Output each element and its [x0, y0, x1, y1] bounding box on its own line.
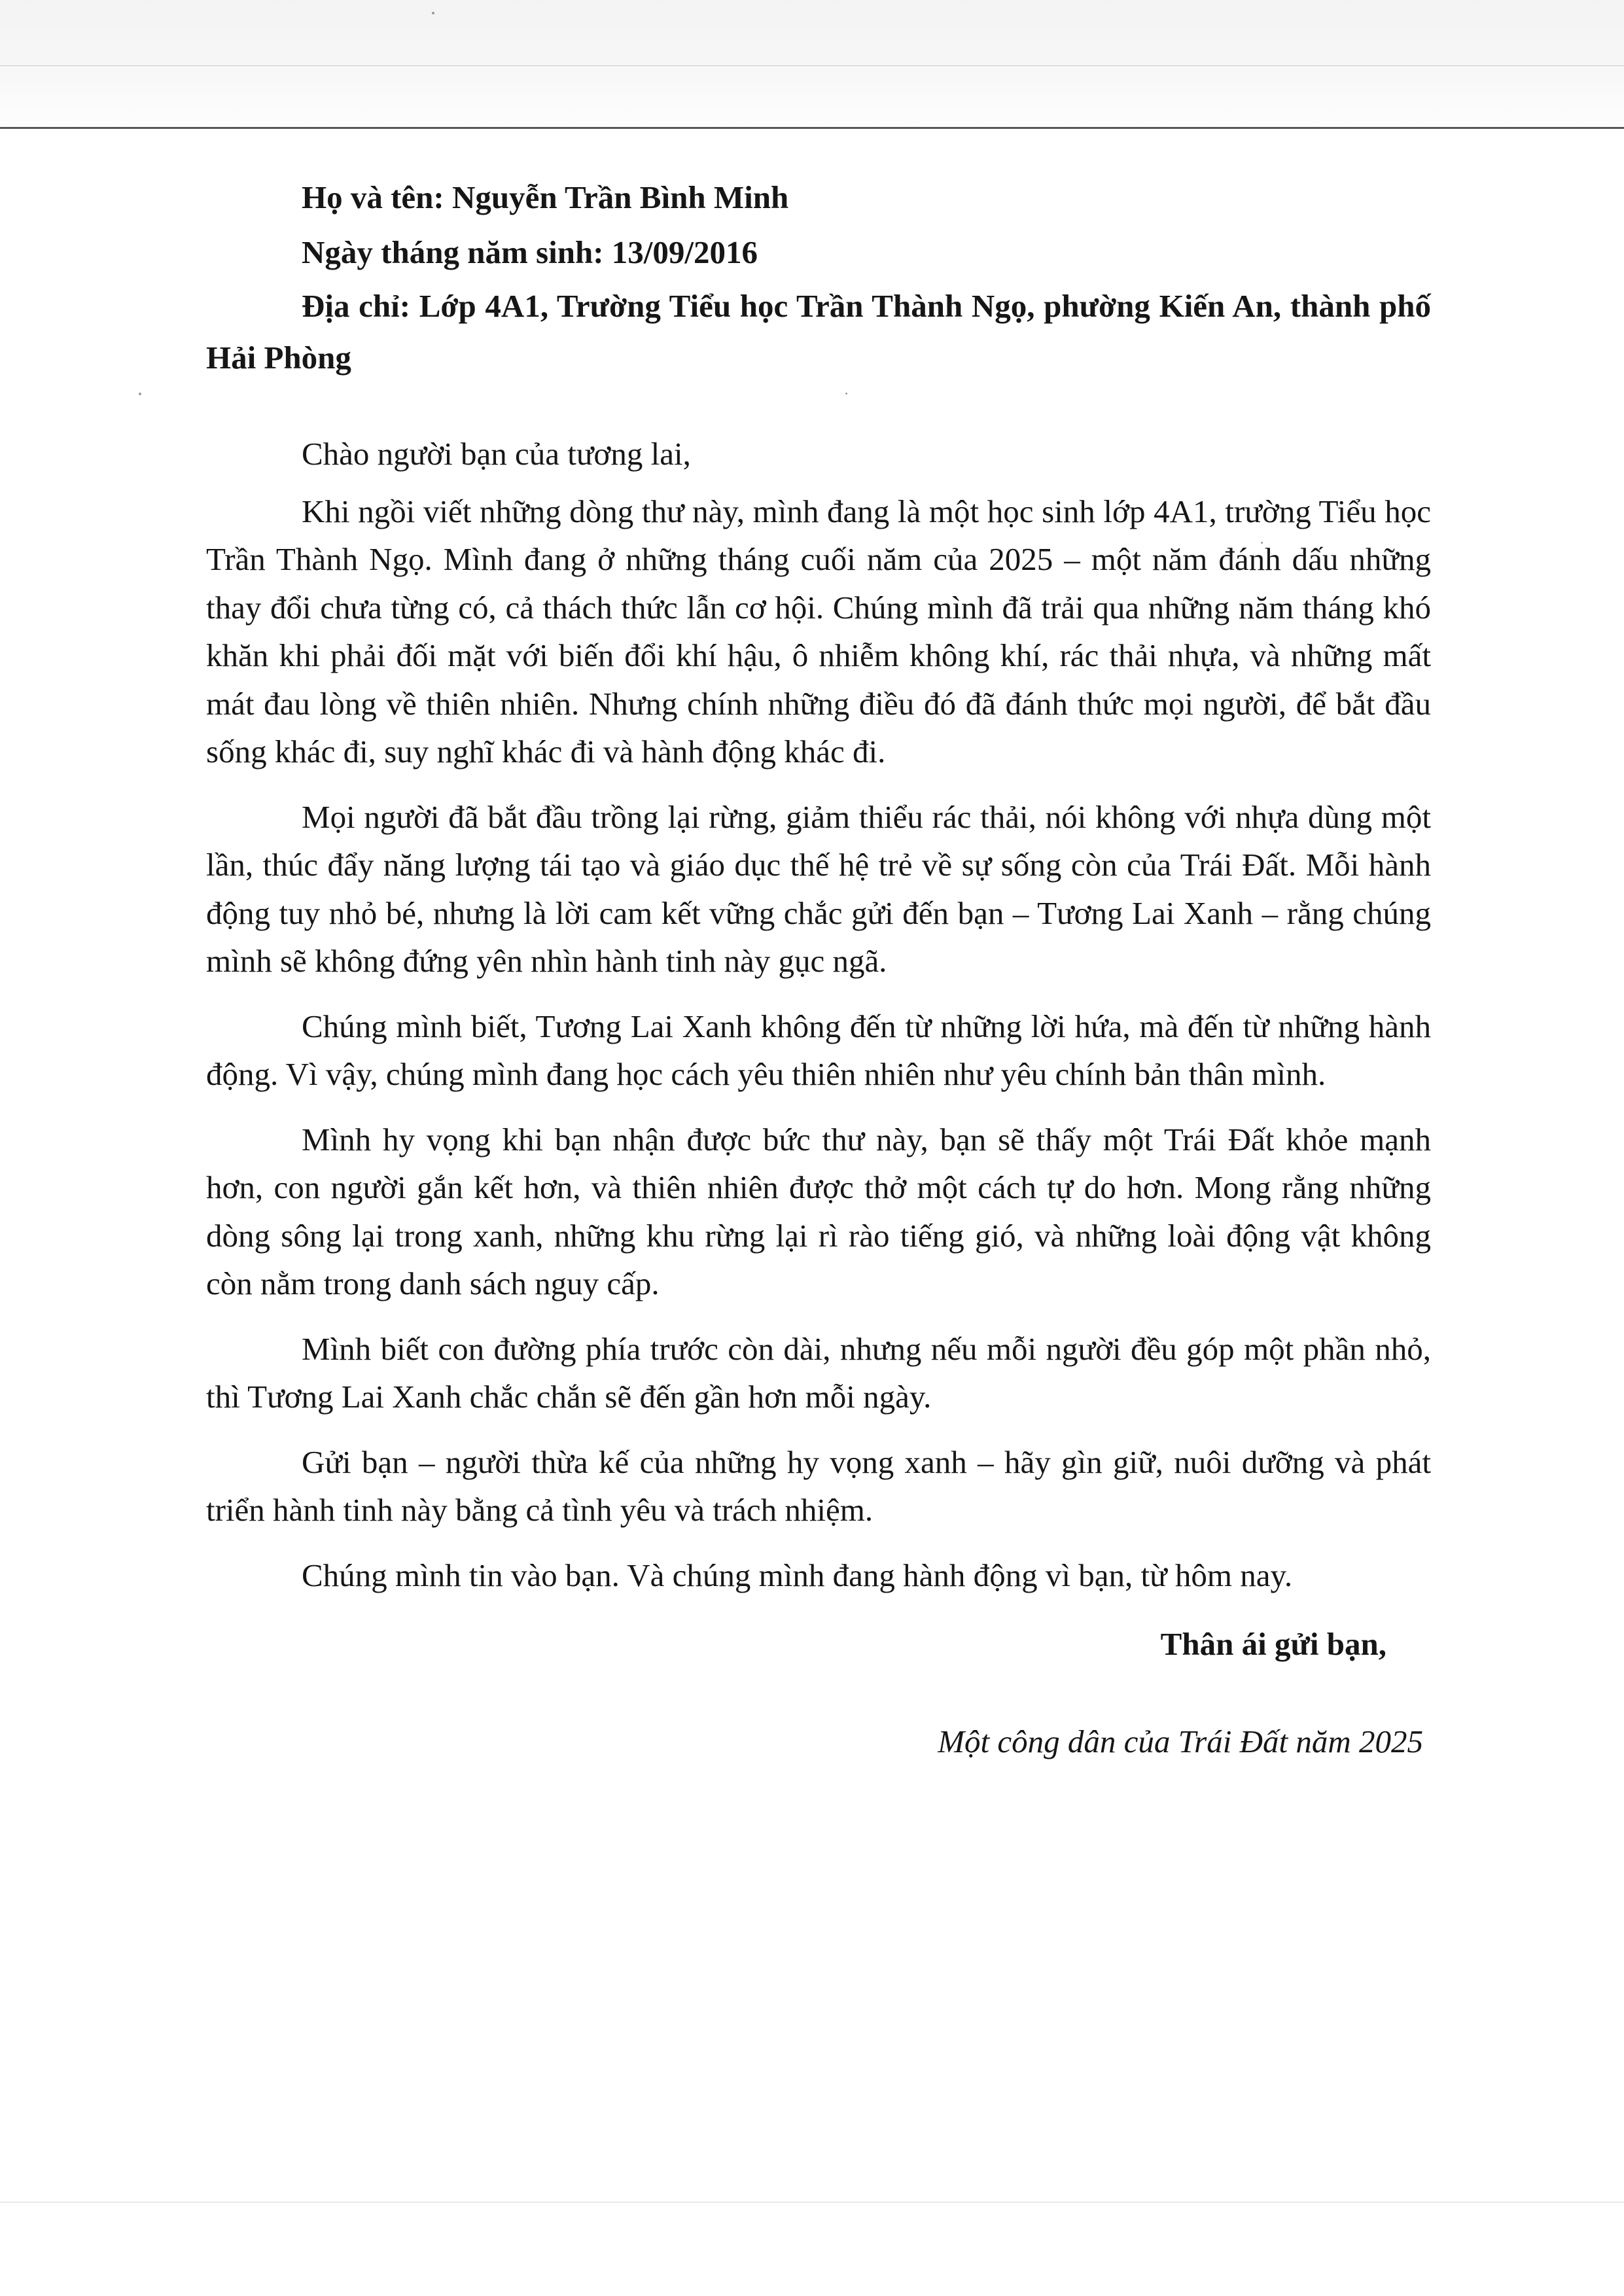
scan-speck [432, 12, 434, 14]
scan-top-margin [0, 0, 1624, 126]
scan-edge-line [0, 127, 1624, 129]
letter-paragraph: Chúng mình tin vào bạn. Và chúng mình đang hành động vì bạn, từ hôm nay. [302, 1557, 1293, 1593]
sender-info [206, 170, 1431, 383]
letter-paragraph: Mình hy vọng khi bạn nhận được bức thư này, bạn sẽ thấy một Trái Đất khỏe mạnh hơn, con người gắn kết hơn, và thiên nhiên được thở một cách tự do hơn. Mong rằng những dòng sông lại trong xanh, những khu rừng lại rì rào tiếng gió, và những loài động vật không còn nằm trong danh sách nguy cấp. [206, 1121, 1431, 1301]
sender-address: Địa chỉ: Lớp 4A1, Trường Tiểu học Trần Thành Ngọ, phường Kiến An, thành phố Hải Phòng [206, 288, 1431, 376]
letter-paragraph: Mọi người đã bắt đầu trồng lại rừng, giảm thiểu rác thải, nói không với nhựa dùng một lần, thúc đẩy năng lượng tái tạo và giáo dục thế hệ trẻ về sự sống còn của Trái Đất. Mỗi hành động tuy nhỏ bé, nhưng là lời cam kết vững chắc gửi đến bạn – Tương Lai Xanh – rằng chúng mình sẽ không đứng yên nhìn hành tinh này gục ngã. [206, 798, 1431, 979]
sender-name: Họ và tên: Nguyễn Trần Bình Minh [302, 179, 789, 215]
letter-closing: Thân ái gửi bạn, [1160, 1626, 1386, 1662]
letter-signature: Một công dân của Trái Đất năm 2025 [938, 1723, 1423, 1759]
letter-greeting: Chào người bạn của tương lai, [302, 436, 691, 472]
letter-paragraph: Khi ngồi viết những dòng thư này, mình đang là một học sinh lớp 4A1, trường Tiểu học Trần Thành Ngọ. Mình đang ở những tháng cuối năm của 2025 – một năm đánh dấu những thay đổi chưa từng có, cả thách thức lẫn cơ hội. Chúng mình đã trải qua những năm tháng khó khăn khi phải đối mặt với biến đổi khí hậu, ô nhiễm không khí, rác thải nhựa, và những mất mát đau lòng về thiên nhiên. Nhưng chính những điều đó đã đánh thức mọi người, để bắt đầu sống khác đi, suy nghĩ khác đi và hành động khác đi. [206, 493, 1431, 769]
letter-body [206, 430, 1431, 1599]
scan-speck [139, 393, 141, 395]
letter-paragraph: Mình biết con đường phía trước còn dài, nhưng nếu mỗi người đều góp một phần nhỏ, thì Tương Lai Xanh chắc chắn sẽ đến gần hơn mỗi ngày. [206, 1330, 1431, 1415]
letter-paragraph: Gửi bạn – người thừa kế của những hy vọng xanh – hãy gìn giữ, nuôi dưỡng và phát triển hành tinh này bằng cả tình yêu và trách nhiệm. [206, 1443, 1431, 1528]
scan-faint-line [0, 65, 1624, 66]
letter-page [206, 170, 1431, 1760]
sender-birthdate: Ngày tháng năm sinh: 13/09/2016 [302, 234, 758, 270]
letter-paragraph: Chúng mình biết, Tương Lai Xanh không đến từ những lời hứa, mà đến từ những hành động. Vì vậy, chúng mình đang học cách yêu thiên nhiên như yêu chính bản thân mình. [206, 1008, 1431, 1092]
